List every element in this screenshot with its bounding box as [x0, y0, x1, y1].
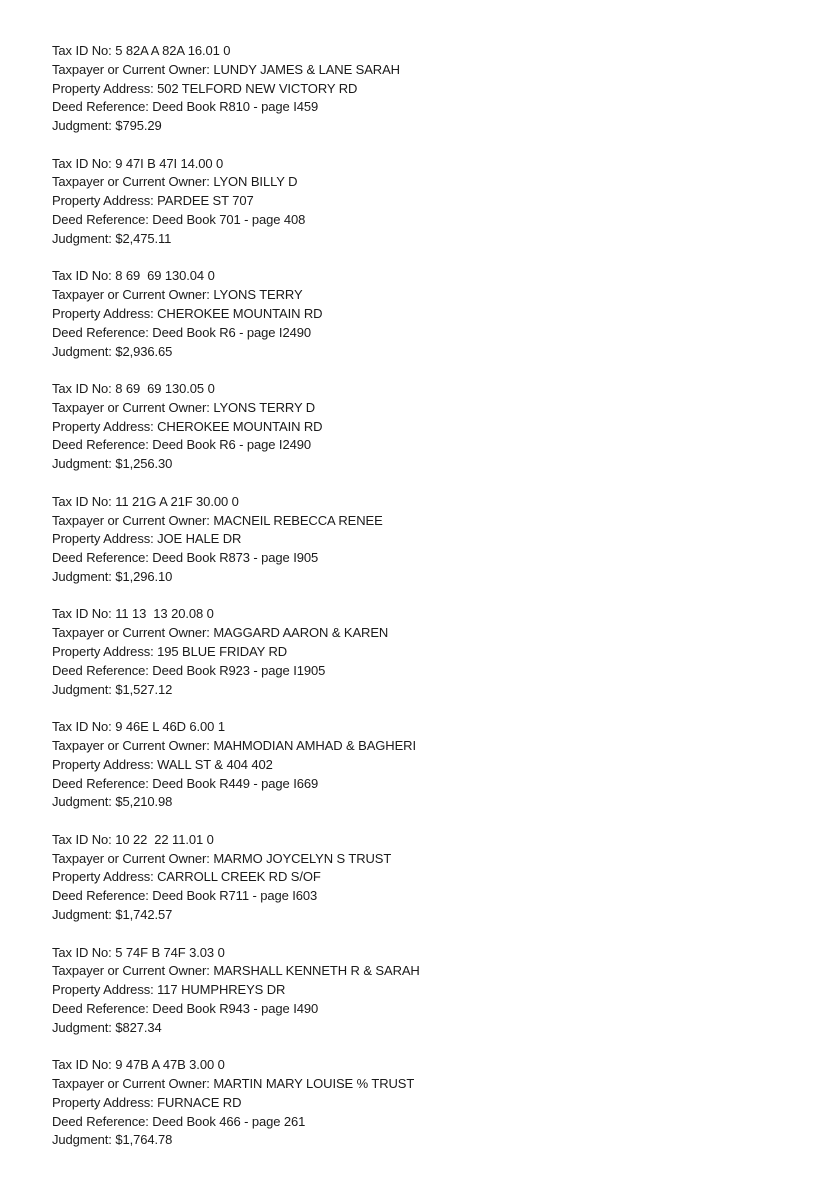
address-line: [52, 418, 420, 437]
owner-line: [52, 173, 420, 192]
tax-id-value: 5 74F B 74F 3.03 0: [115, 944, 225, 960]
tax-record: [52, 267, 420, 380]
tax-record: [52, 42, 420, 155]
judgment-label: Judgment:: [52, 1132, 116, 1148]
deed-value: Deed Book R449 - page I669: [152, 775, 319, 791]
tax-id-value: 8 69 69 130.04 0: [115, 268, 215, 284]
tax-id-label: Tax ID No:: [52, 719, 116, 735]
tax-id-line: [52, 1056, 420, 1075]
owner-line: [52, 1075, 420, 1094]
tax-id-value: 8 69 69 130.05 0: [115, 381, 215, 397]
address-line: [52, 643, 420, 662]
tax-id-value: 10 22 22 11.01 0: [115, 831, 214, 847]
address-value: PARDEE ST 707: [157, 193, 254, 209]
judgment-line: [52, 343, 420, 362]
deed-line: [52, 775, 420, 794]
deed-line: [52, 1000, 420, 1019]
judgment-value: $1,764.78: [115, 1132, 173, 1148]
address-value: FURNACE RD: [157, 1094, 242, 1110]
judgment-value: $2,475.11: [115, 230, 172, 246]
deed-line: [52, 211, 420, 230]
tax-id-line: [52, 944, 420, 963]
owner-value: LYON BILLY D: [213, 174, 298, 190]
address-line: [52, 1094, 420, 1113]
owner-line: [52, 624, 420, 643]
judgment-line: [52, 906, 420, 925]
tax-id-label: Tax ID No:: [52, 944, 116, 960]
address-label: Property Address:: [52, 531, 158, 547]
owner-line: [52, 399, 420, 418]
deed-label: Deed Reference:: [52, 212, 153, 228]
address-value: WALL ST & 404 402: [157, 756, 273, 772]
judgment-label: Judgment:: [52, 343, 116, 359]
tax-id-value: 11 21G A 21F 30.00 0: [115, 493, 239, 509]
owner-line: [52, 61, 420, 80]
judgment-line: [52, 1019, 420, 1038]
tax-records-list: [52, 42, 420, 1169]
deed-label: Deed Reference:: [52, 324, 153, 340]
address-line: [52, 80, 420, 99]
tax-id-value: 11 13 13 20.08 0: [115, 606, 214, 622]
deed-label: Deed Reference:: [52, 437, 153, 453]
tax-id-line: [52, 267, 420, 286]
tax-record: [52, 380, 420, 493]
owner-label: Taxpayer or Current Owner:: [52, 737, 214, 753]
judgment-label: Judgment:: [52, 681, 116, 697]
address-line: [52, 305, 420, 324]
judgment-line: [52, 117, 420, 136]
deed-value: Deed Book R943 - page I490: [152, 1000, 319, 1016]
owner-label: Taxpayer or Current Owner:: [52, 399, 214, 415]
tax-id-line: [52, 380, 420, 399]
address-value: 117 HUMPHREYS DR: [157, 982, 286, 998]
judgment-line: [52, 455, 420, 474]
deed-line: [52, 549, 420, 568]
address-value: JOE HALE DR: [157, 531, 242, 547]
address-label: Property Address:: [52, 756, 158, 772]
tax-id-value: 5 82A A 82A 16.01 0: [115, 43, 231, 58]
owner-label: Taxpayer or Current Owner:: [52, 174, 214, 190]
tax-id-label: Tax ID No:: [52, 1057, 116, 1073]
deed-value: Deed Book R711 - page I603: [152, 888, 318, 904]
deed-line: [52, 662, 420, 681]
address-value: CARROLL CREEK RD S/OF: [157, 869, 321, 885]
address-label: Property Address:: [52, 1094, 158, 1110]
owner-line: [52, 286, 420, 305]
owner-value: LUNDY JAMES & LANE SARAH: [213, 61, 400, 77]
deed-label: Deed Reference:: [52, 550, 153, 566]
owner-value: MACNEIL REBECCA RENEE: [213, 512, 383, 528]
address-line: [52, 192, 420, 211]
owner-value: LYONS TERRY: [213, 287, 303, 303]
owner-label: Taxpayer or Current Owner:: [52, 61, 214, 77]
judgment-label: Judgment:: [52, 907, 116, 922]
tax-id-label: Tax ID No:: [52, 268, 116, 284]
judgment-line: [52, 230, 420, 249]
deed-line: [52, 98, 420, 117]
deed-value: Deed Book R810 - page I459: [152, 99, 319, 115]
owner-value: MAGGARD AARON & KAREN: [213, 625, 389, 641]
tax-id-line: [52, 155, 420, 174]
judgment-label: Judgment:: [52, 230, 116, 246]
judgment-value: $827.34: [115, 1019, 162, 1035]
tax-record: [52, 493, 420, 606]
judgment-value: $2,936.65: [115, 343, 173, 359]
judgment-line: [52, 681, 420, 700]
address-label: Property Address:: [52, 644, 158, 660]
tax-record: [52, 605, 420, 718]
tax-id-label: Tax ID No:: [52, 155, 116, 171]
judgment-value: $1,527.12: [115, 681, 173, 697]
owner-label: Taxpayer or Current Owner:: [52, 287, 214, 303]
tax-id-label: Tax ID No:: [52, 43, 116, 58]
tax-id-label: Tax ID No:: [52, 381, 116, 397]
deed-line: [52, 436, 420, 455]
deed-line: [52, 887, 420, 906]
tax-id-line: [52, 42, 420, 61]
address-label: Property Address:: [52, 982, 158, 998]
judgment-label: Judgment:: [52, 456, 116, 472]
deed-label: Deed Reference:: [52, 99, 153, 115]
judgment-label: Judgment:: [52, 568, 116, 584]
address-line: [52, 756, 420, 775]
owner-label: Taxpayer or Current Owner:: [52, 512, 214, 528]
tax-record: [52, 718, 420, 831]
deed-label: Deed Reference:: [52, 1113, 153, 1129]
judgment-label: Judgment:: [52, 1019, 116, 1035]
deed-value: Deed Book R6 - page I2490: [152, 437, 311, 453]
tax-id-line: [52, 718, 420, 737]
tax-id-line: [52, 831, 420, 850]
owner-label: Taxpayer or Current Owner:: [52, 1075, 214, 1091]
address-label: Property Address:: [52, 305, 158, 321]
deed-label: Deed Reference:: [52, 662, 153, 678]
tax-id-line: [52, 605, 420, 624]
address-line: [52, 981, 420, 1000]
tax-id-value: 9 46E L 46D 6.00 1: [115, 719, 225, 735]
deed-label: Deed Reference:: [52, 888, 153, 904]
tax-id-label: Tax ID No:: [52, 493, 116, 509]
address-line: [52, 868, 420, 887]
judgment-value: $1,742.57: [115, 907, 173, 922]
owner-value: MARMO JOYCELYN S TRUST: [213, 850, 392, 866]
address-label: Property Address:: [52, 80, 158, 96]
judgment-line: [52, 1131, 420, 1150]
owner-value: MAHMODIAN AMHAD & BAGHERI: [213, 737, 416, 753]
tax-id-value: 9 47B A 47B 3.00 0: [115, 1057, 225, 1073]
deed-label: Deed Reference:: [52, 775, 153, 791]
address-value: CHEROKEE MOUNTAIN RD: [157, 305, 323, 321]
owner-label: Taxpayer or Current Owner:: [52, 850, 214, 866]
tax-record: [52, 944, 420, 1057]
owner-line: [52, 850, 420, 869]
deed-value: Deed Book R923 - page I1905: [152, 662, 326, 678]
address-value: CHEROKEE MOUNTAIN RD: [157, 418, 323, 434]
tax-record: [52, 155, 420, 268]
judgment-value: $1,296.10: [115, 568, 173, 584]
owner-line: [52, 962, 420, 981]
judgment-value: $5,210.98: [115, 794, 173, 810]
deed-line: [52, 1113, 420, 1132]
judgment-line: [52, 568, 420, 587]
owner-value: MARTIN MARY LOUISE % TRUST: [213, 1075, 415, 1091]
judgment-line: [52, 793, 420, 812]
address-value: 502 TELFORD NEW VICTORY RD: [157, 80, 358, 96]
tax-id-label: Tax ID No:: [52, 831, 116, 847]
judgment-value: $1,256.30: [115, 456, 173, 472]
owner-value: MARSHALL KENNETH R & SARAH: [213, 963, 420, 979]
tax-id-line: [52, 493, 420, 512]
owner-label: Taxpayer or Current Owner:: [52, 963, 214, 979]
owner-value: LYONS TERRY D: [213, 399, 316, 415]
tax-record: [52, 831, 420, 944]
judgment-value: $795.29: [115, 118, 162, 134]
address-label: Property Address:: [52, 193, 158, 209]
address-line: [52, 530, 420, 549]
address-label: Property Address:: [52, 869, 158, 885]
deed-label: Deed Reference:: [52, 1000, 153, 1016]
tax-record: [52, 1056, 420, 1169]
deed-value: Deed Book 466 - page 261: [152, 1113, 306, 1129]
tax-id-value: 9 47I B 47I 14.00 0: [115, 155, 224, 171]
tax-id-label: Tax ID No:: [52, 606, 116, 622]
judgment-label: Judgment:: [52, 794, 116, 810]
owner-line: [52, 512, 420, 531]
judgment-label: Judgment:: [52, 118, 116, 134]
address-value: 195 BLUE FRIDAY RD: [157, 644, 288, 660]
deed-value: Deed Book R6 - page I2490: [152, 324, 311, 340]
deed-value: Deed Book 701 - page 408: [152, 212, 306, 228]
deed-line: [52, 324, 420, 343]
deed-value: Deed Book R873 - page I905: [152, 550, 319, 566]
owner-line: [52, 737, 420, 756]
owner-label: Taxpayer or Current Owner:: [52, 625, 214, 641]
address-label: Property Address:: [52, 418, 158, 434]
